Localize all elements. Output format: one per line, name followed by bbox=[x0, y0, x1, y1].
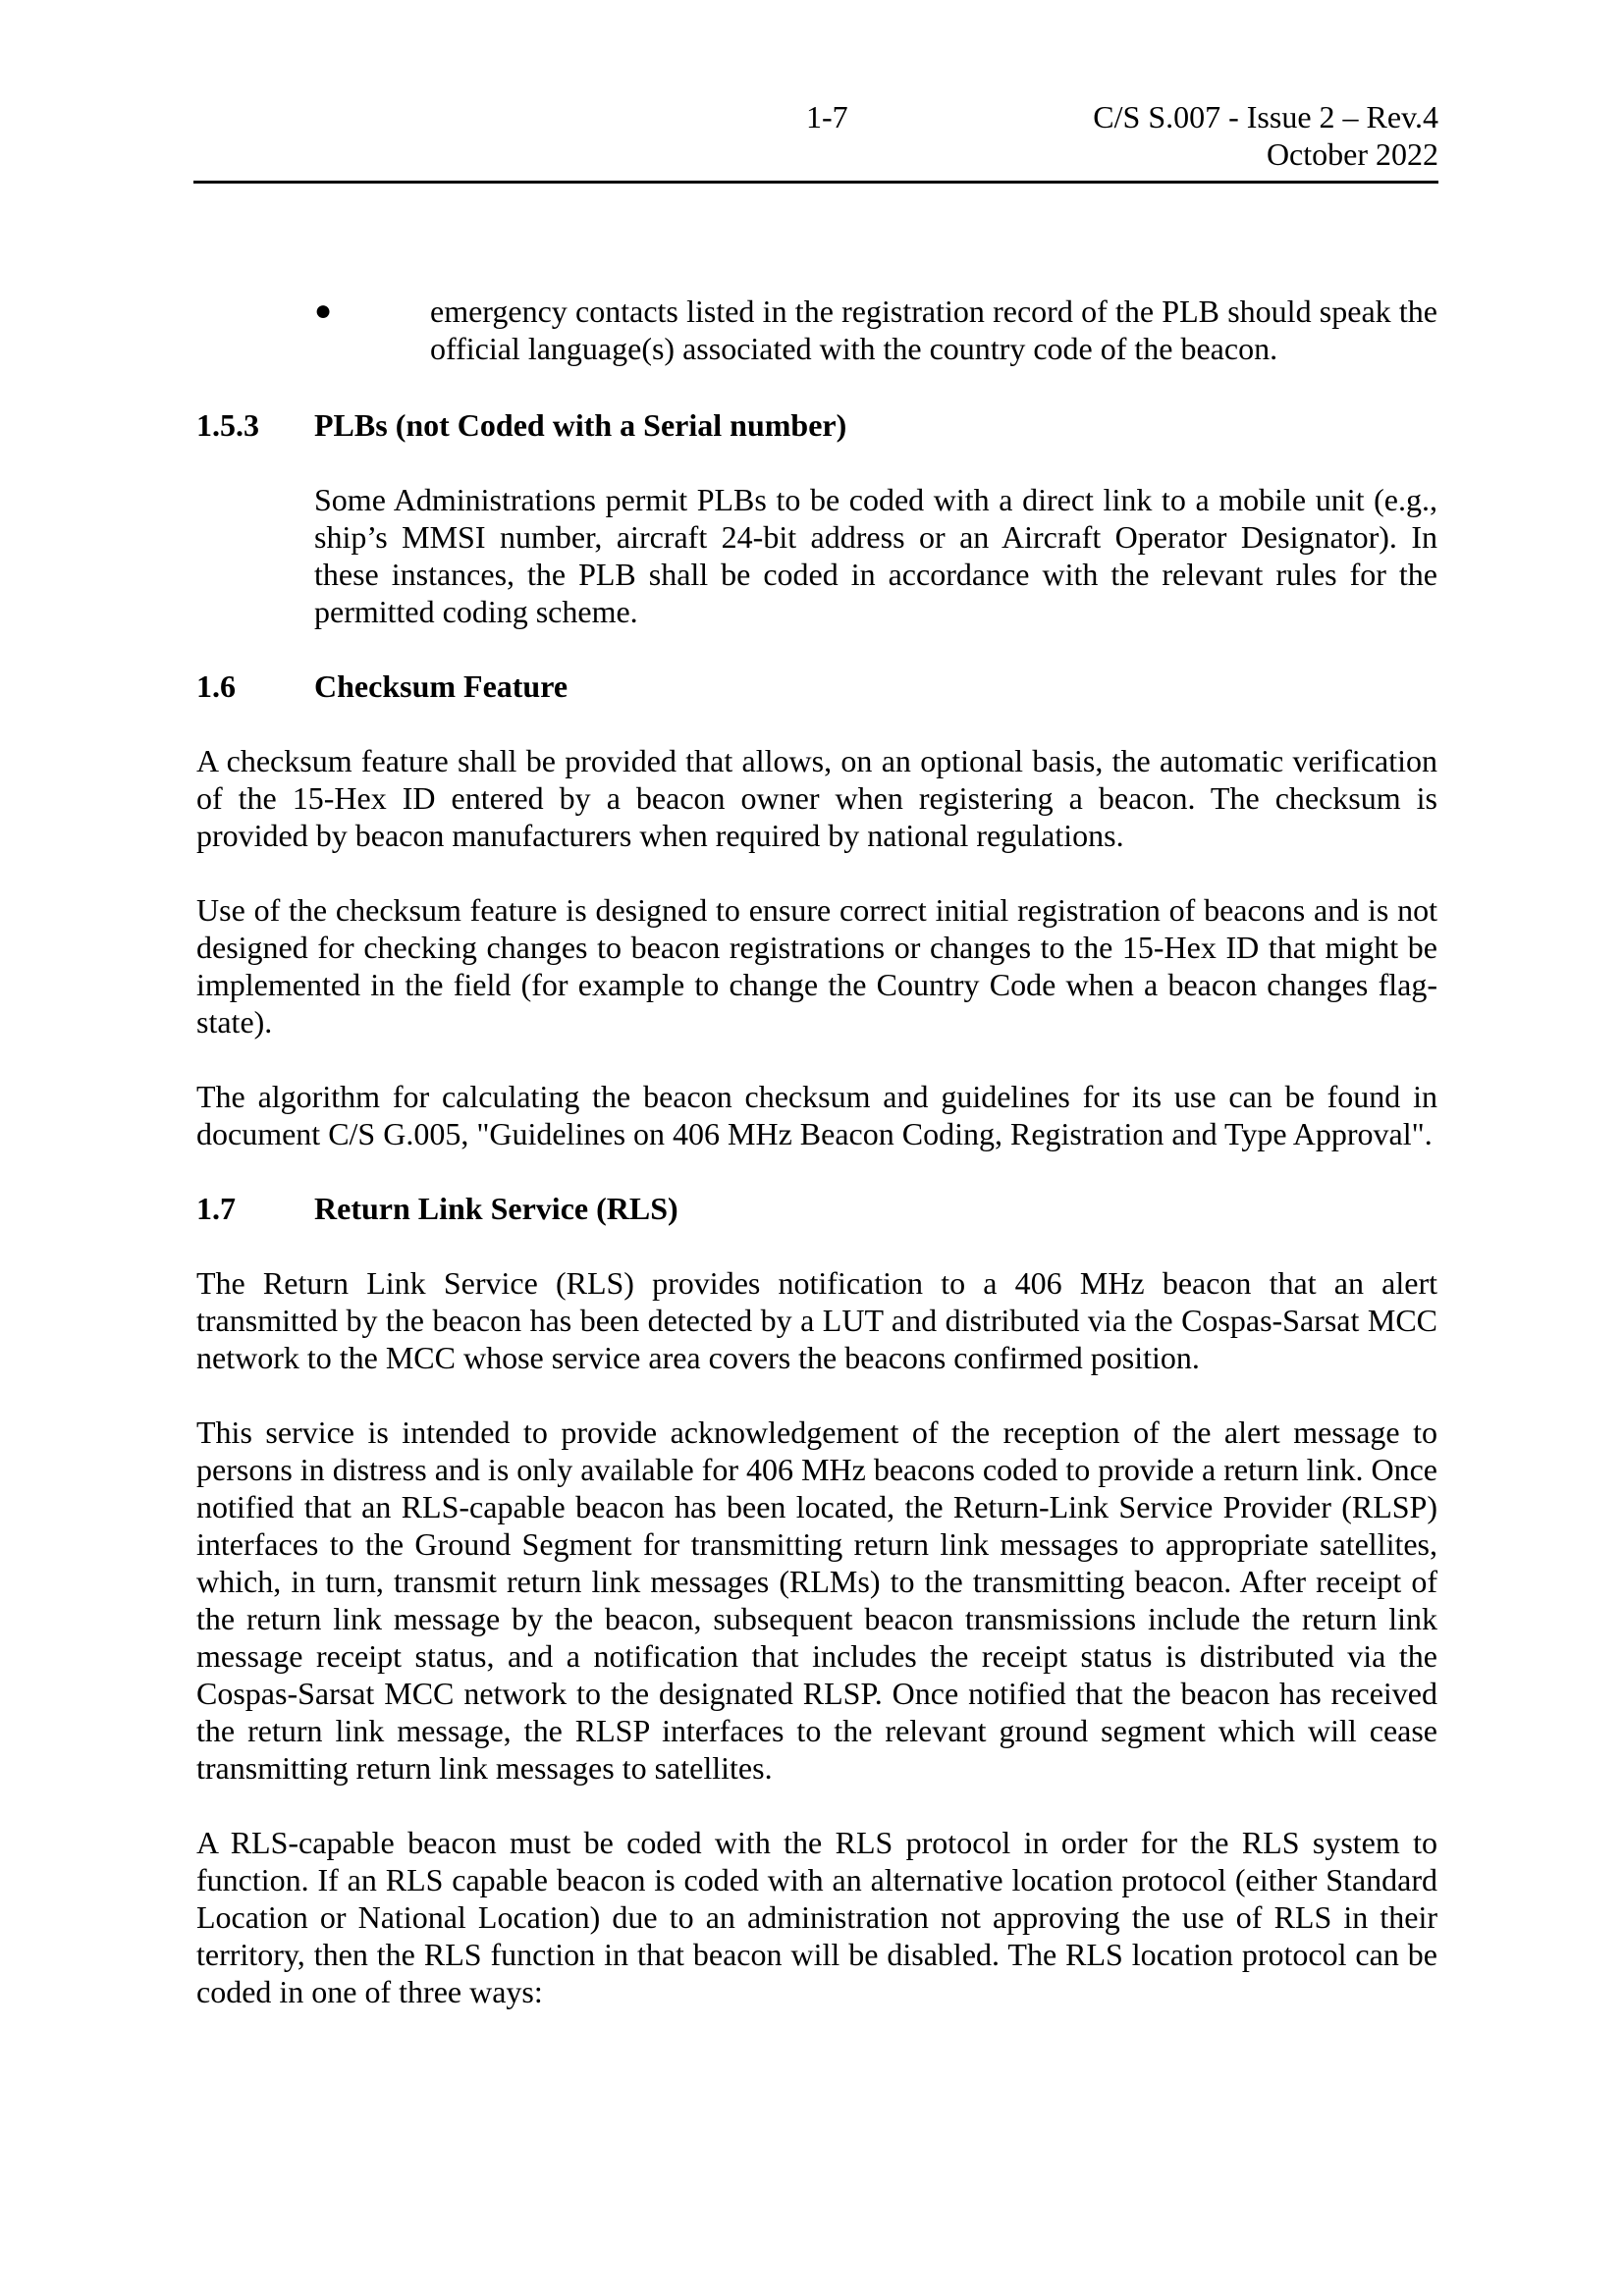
section-heading-1-5-3 bbox=[196, 406, 1437, 444]
page-header bbox=[193, 98, 1438, 184]
paragraph: This service is intended to provide acknowledgement of the reception of the alert message to persons in distress and is only available for 406 MHz beacons coded to provide a return link. Once notified that an RLS-capable beacon has been located, the Return-Link Service Provider (RLSP) interfaces to the Ground Segment for transmitting return link messages to appropriate satellites, which, in turn, transmit return link messages (RLMs) to the transmitting beacon. After receipt of the return link message by the beacon, subsequent beacon transmissions include the return link message receipt status, and a notification that includes the receipt status is distributed via the Cospas-Sarsat MCC network to the designated RLSP. Once notified that the beacon has received the return link message, the RLSP interfaces to the relevant ground segment which will cease transmitting return link messages to satellites. bbox=[196, 1415, 1437, 1786]
document-issue: C/S S.007 - Issue 2 – Rev.4 bbox=[1093, 99, 1438, 134]
document-reference bbox=[1093, 98, 1438, 173]
bullet-icon: ● bbox=[314, 294, 333, 327]
document-date: October 2022 bbox=[1266, 136, 1438, 172]
paragraph: Use of the checksum feature is designed to ensure correct initial registration of beacons and is not designed for checking changes to beacon registrations or changes to the 15-Hex ID that might be implemented in the field (for example to change the Country Code when a beacon changes flag-state). bbox=[196, 892, 1437, 1040]
section-number: 1.7 bbox=[196, 1191, 236, 1226]
page-body bbox=[196, 293, 1437, 2048]
section-heading-1-7 bbox=[196, 1190, 1437, 1227]
paragraph: A checksum feature shall be provided that allows, on an optional basis, the automatic verification of the 15-Hex ID entered by a beacon owner when registering a beacon. The checksum is provided by beacon manufacturers when required by national regulations. bbox=[196, 743, 1437, 853]
list-item-text: emergency contacts listed in the registration record of the PLB should speak the official language(s) associated with the country code of the beacon. bbox=[430, 294, 1437, 366]
section-title: PLBs (not Coded with a Serial number) bbox=[314, 407, 847, 443]
section-number: 1.5.3 bbox=[196, 407, 259, 443]
page-number: 1-7 bbox=[806, 99, 848, 134]
list-item bbox=[196, 293, 1437, 367]
section-heading-1-6 bbox=[196, 667, 1437, 705]
paragraph: The algorithm for calculating the beacon checksum and guidelines for its use can be found in document C/S G.005, "Guidelines on 406 MHz Beacon Coding, Registration and Type Approval". bbox=[196, 1079, 1437, 1151]
section-number: 1.6 bbox=[196, 668, 236, 704]
paragraph: The Return Link Service (RLS) provides notification to a 406 MHz beacon that an alert transmitted by the beacon has been detected by a LUT and distributed via the Cospas-Sarsat MCC network to the MCC whose service area covers the beacons confirmed position. bbox=[196, 1265, 1437, 1375]
paragraph: A RLS-capable beacon must be coded with the RLS protocol in order for the RLS system to function. If an RLS capable beacon is coded with an alternative location protocol (either Standard Location or National Location) due to an administration not approving the use of RLS in their territory, then the RLS function in that beacon will be disabled. The RLS location protocol can be coded in one of three ways: bbox=[196, 1825, 1437, 2009]
paragraph: Some Administrations permit PLBs to be coded with a direct link to a mobile unit (e.g., ship’s MMSI number, aircraft 24-bit address or an Aircraft Operator Designator). In these instances, the PLB shall be coded in accordance with the relevant rules for the permitted coding scheme. bbox=[314, 482, 1437, 629]
section-title: Return Link Service (RLS) bbox=[314, 1191, 678, 1226]
section-title: Checksum Feature bbox=[314, 668, 568, 704]
